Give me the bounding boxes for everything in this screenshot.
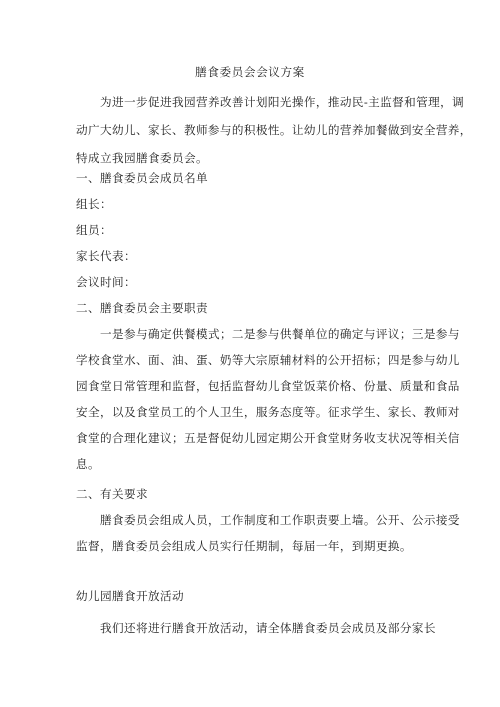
section3-line-2: 监督，膳食委员会组成人员实行任期制，每届一年，到期更换。 [76,539,412,553]
section2-line-4: 安全，以及食堂员工的个人卫生，服务态度等。征求学生、家长、教师对 [76,405,460,419]
section4-line-1: 我们还将进行膳食开放活动，请全体膳食委员会成员及部分家长 [100,621,436,635]
section2-line-5: 食堂的合理化建议；五是督促幼儿园定期公开食堂财务收支状况等相关信 [76,431,460,445]
members-label: 组员： [76,223,112,237]
section2-line-6: 息。 [76,457,100,471]
section2-line-1: 一是参与确定供餐模式；二是参与供餐单位的确定与评议；三是参与 [100,327,460,341]
section4-heading: 幼儿园膳食开放活动 [76,589,184,603]
section3-heading: 二、有关要求 [76,487,148,501]
parent-rep-label: 家长代表： [76,249,136,263]
document-title: 膳食委员会会议方案 [195,65,305,79]
section2-line-2: 学校食堂水、面、油、蛋、奶等大宗原辅材料的公开招标；四是参与幼儿 [76,353,460,367]
section1-heading: 一、膳食委员会成员名单 [76,171,208,185]
meeting-time-label: 会议时间： [76,275,136,289]
intro-line-3: 特成立我园膳食委员会。 [76,151,208,165]
intro-line-1: 为进一步促进我园营养改善计划阳光操作，推动民-主监督和管理，调 [100,95,465,109]
section2-heading: 二、膳食委员会主要职责 [76,301,208,315]
intro-line-2: 动广大幼儿、家长、教师参与的积极性。让幼儿的营养加餐做到安全营养， [76,123,472,137]
leader-label: 组长： [76,197,112,211]
section2-line-3: 园食堂日常管理和监督，包括监督幼儿食堂饭菜价格、份量、质量和食品 [76,379,460,393]
section3-line-1: 膳食委员会组成人员，工作制度和工作职责要上墙。公开、公示接受 [100,513,460,527]
